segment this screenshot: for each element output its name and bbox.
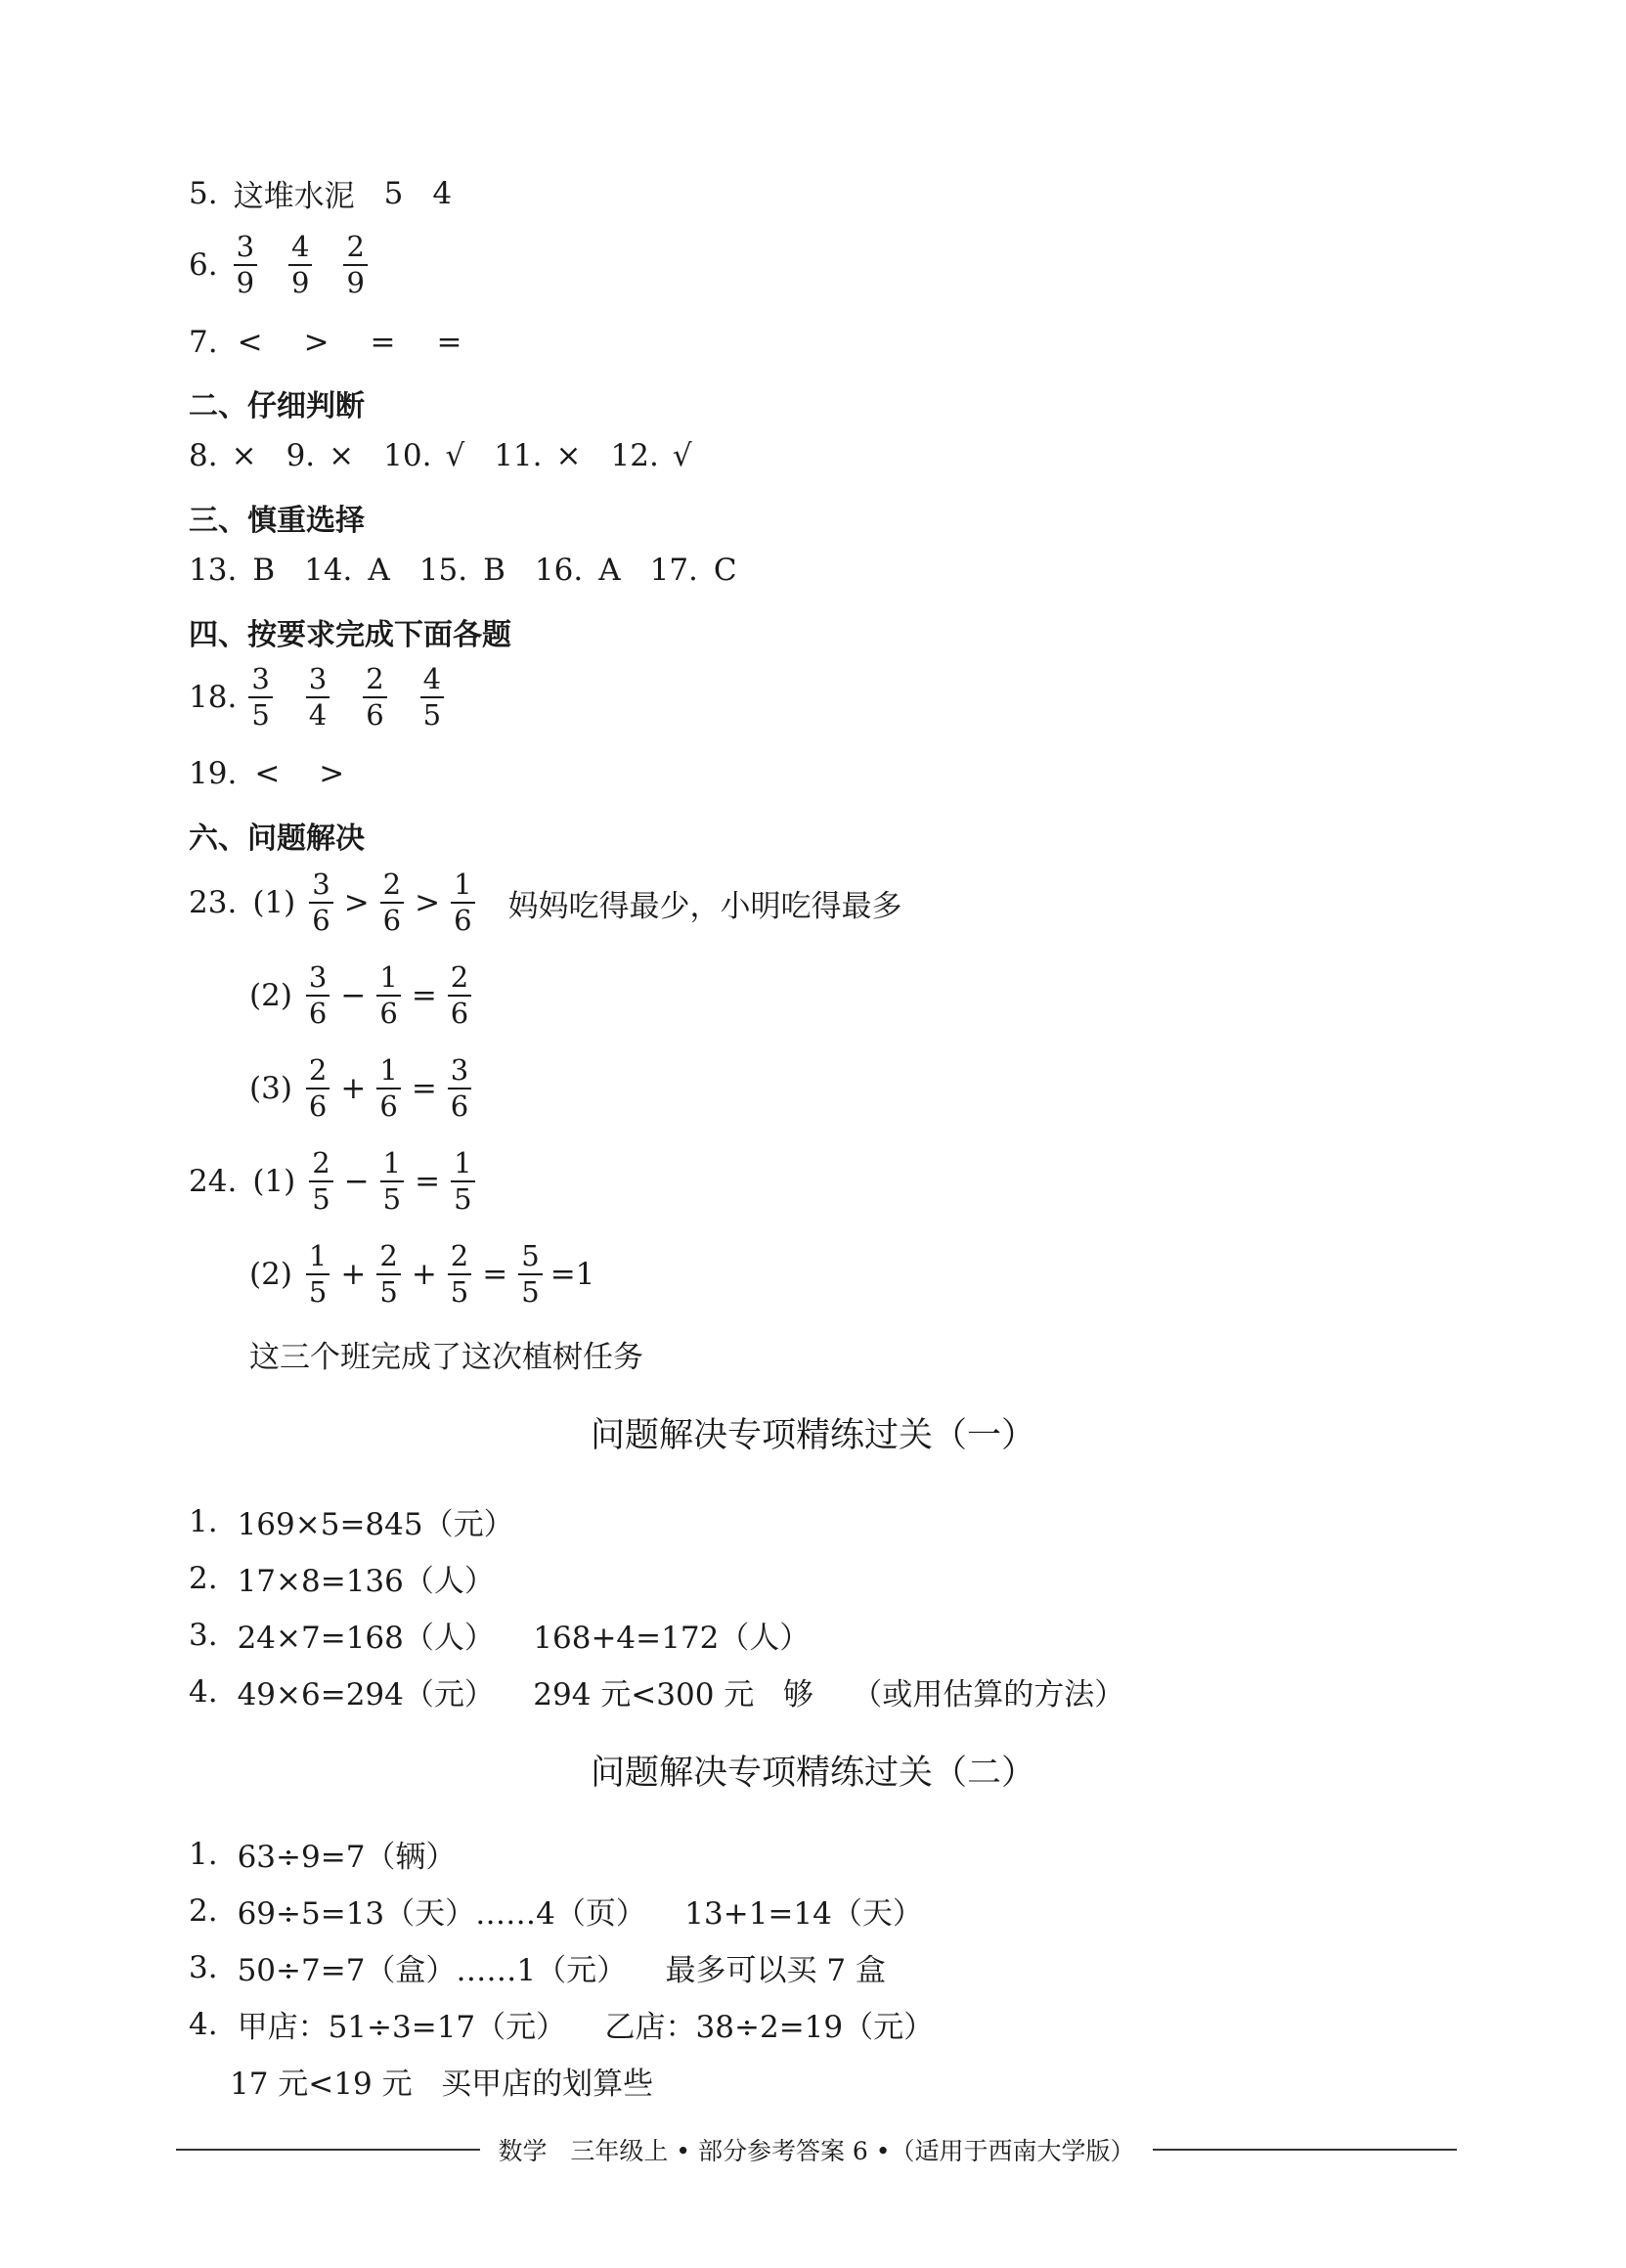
denominator: 6: [376, 1088, 400, 1121]
item-text: 169×5=845（元）: [237, 1507, 514, 1542]
fraction: [451, 867, 474, 937]
item-text: 63÷9=7（辆）: [237, 1840, 457, 1875]
item-number: 2.: [189, 1892, 218, 1929]
q24-conclusion: 这三个班完成了这次植树任务: [249, 1340, 643, 1375]
operator: =: [415, 1164, 441, 1199]
denominator: 6: [448, 995, 471, 1028]
numerator: 3: [308, 960, 328, 994]
item-number: 9.: [286, 438, 316, 473]
numerator: 5: [521, 1239, 540, 1272]
answer-mark: √: [445, 438, 465, 473]
numerator: 2: [308, 1053, 328, 1087]
footer-text: 数学 三年级上 • 部分参考答案 6 •（适用于西南大学版）: [498, 2137, 1135, 2165]
denominator: 6: [376, 995, 400, 1028]
answer-letter: B: [483, 553, 505, 588]
q5-text: 这堆水泥: [233, 179, 355, 214]
fraction: [376, 1239, 400, 1309]
numerator: 4: [422, 662, 442, 695]
answers-choice: [189, 553, 737, 588]
fraction: [448, 960, 471, 1030]
item-number: 4.: [189, 2006, 218, 2042]
numerator: 3: [251, 662, 270, 695]
section1-item: [189, 1556, 495, 1600]
denominator: 6: [306, 995, 330, 1028]
fraction: [420, 662, 444, 732]
fraction: [306, 662, 330, 732]
fraction: [248, 662, 272, 732]
heading-problem-solving: 六、问题解决: [189, 822, 365, 856]
section-title-2: 问题解决专项精练过关（二）: [590, 1754, 1035, 1793]
answer-letter: B: [252, 553, 276, 588]
item-number: 16.: [534, 553, 584, 588]
fraction: [343, 230, 367, 299]
operator: +: [340, 1071, 367, 1106]
denominator: 5: [451, 1180, 474, 1214]
q6-number: 6.: [189, 247, 218, 283]
denominator: 9: [343, 264, 367, 297]
heading-tasks: 四、按要求完成下面各题: [189, 618, 511, 652]
item-number: 3.: [189, 1949, 218, 1985]
answer-letter: A: [598, 553, 621, 588]
q19-symbol: <: [254, 756, 281, 791]
heading-choice: 三、慎重选择: [189, 504, 365, 538]
fraction: [448, 1053, 471, 1123]
denominator: 5: [518, 1273, 542, 1307]
fraction: [518, 1239, 542, 1309]
numerator: 3: [308, 662, 328, 695]
denominator: 9: [234, 264, 257, 297]
part-label: (2): [249, 1257, 292, 1292]
fraction: [363, 662, 386, 732]
numerator: 2: [450, 1239, 469, 1272]
operator: −: [340, 978, 367, 1013]
q18-number: 18.: [189, 680, 238, 715]
numerator: 1: [382, 1146, 402, 1179]
part-label: (1): [252, 1164, 296, 1199]
q5-value-a: 5: [383, 175, 404, 211]
item-number: 15.: [418, 553, 468, 588]
q19-symbol: >: [319, 756, 345, 791]
result: =1: [549, 1257, 595, 1292]
q7-symbol: =: [436, 325, 462, 360]
item-number: 1.: [189, 1836, 218, 1872]
fraction: [309, 1146, 332, 1216]
operator: =: [411, 978, 437, 1013]
operator: =: [482, 1257, 508, 1292]
item-text: 17×8=136（人）: [237, 1564, 495, 1599]
fraction: [306, 1239, 330, 1309]
numerator: 2: [312, 1146, 330, 1179]
section-title-1: 问题解决专项精练过关（一）: [590, 1416, 1035, 1455]
operator: +: [340, 1257, 367, 1292]
answer-q24-part2: [249, 1239, 595, 1309]
denominator: 5: [448, 1273, 471, 1307]
numerator: 3: [236, 230, 255, 263]
part-label: (1): [252, 885, 296, 920]
q7-symbol: >: [303, 325, 330, 360]
answers-judge: [189, 438, 692, 473]
answer-q24-part1: [189, 1146, 483, 1216]
item-number: 3.: [189, 1617, 218, 1653]
item-number: 1.: [189, 1503, 218, 1539]
denominator: 6: [363, 696, 386, 730]
answer-q23-part2: [249, 960, 479, 1030]
q7-number: 7.: [189, 325, 218, 360]
footer-rule-right: [1153, 2149, 1457, 2151]
numerator: 1: [454, 867, 472, 901]
fraction: [376, 960, 400, 1030]
answer-q18: [189, 662, 452, 732]
item-number: 13.: [189, 553, 238, 588]
part-label: (3): [249, 1071, 292, 1106]
denominator: 5: [420, 696, 444, 730]
numerator: 3: [450, 1053, 469, 1087]
section1-item: [189, 1669, 1124, 1713]
denominator: 5: [306, 1273, 330, 1307]
item-number: 17.: [649, 553, 698, 588]
denominator: 6: [380, 902, 404, 935]
numerator: 2: [382, 867, 402, 901]
answer-letter: C: [713, 553, 737, 588]
q5-value-b: 4: [432, 175, 453, 211]
fraction: [380, 1146, 404, 1216]
section2-item: [189, 1889, 923, 1933]
item-text: 49×6=294（元） 294 元<300 元 够 （或用估算的方法）: [237, 1677, 1125, 1712]
denominator: 9: [288, 264, 312, 297]
fraction: [309, 867, 332, 937]
fraction: [306, 1053, 330, 1123]
item-number: 2.: [189, 1560, 218, 1596]
denominator: 5: [376, 1273, 400, 1307]
numerator: 1: [308, 1239, 328, 1272]
denominator: 6: [451, 902, 474, 935]
section1-item: [189, 1499, 514, 1543]
fraction: [288, 230, 312, 299]
numerator: 1: [379, 1053, 398, 1087]
q23-number: 23.: [189, 885, 238, 920]
fraction: [448, 1239, 471, 1309]
answer-mark: ×: [329, 438, 355, 473]
denominator: 6: [448, 1088, 471, 1121]
operator: >: [415, 885, 441, 920]
denominator: 5: [309, 1180, 332, 1214]
answer-mark: ×: [555, 438, 582, 473]
operator: −: [343, 1164, 370, 1199]
denominator: 4: [306, 696, 330, 730]
item-number: 8.: [189, 438, 218, 473]
numerator: 2: [450, 960, 469, 994]
numerator: 3: [312, 867, 330, 901]
q5-number: 5.: [189, 175, 218, 211]
answer-q5: [189, 171, 452, 215]
denominator: 6: [306, 1088, 330, 1121]
q23-conclusion: 妈妈吃得最少，小明吃得最多: [507, 888, 902, 924]
fraction: [234, 230, 257, 299]
heading-judge: 二、仔细判断: [189, 389, 365, 423]
q24-number: 24.: [189, 1164, 238, 1199]
operator: >: [343, 885, 370, 920]
fraction: [451, 1146, 474, 1216]
item-text: 甲店：51÷3=17（元） 乙店：38÷2=19（元）: [237, 2010, 935, 2045]
numerator: 2: [379, 1239, 398, 1272]
item-number: 4.: [189, 1673, 218, 1710]
denominator: 5: [380, 1180, 404, 1214]
answer-q23-part3: [249, 1053, 479, 1123]
page-footer: [176, 2132, 1457, 2167]
fraction: [306, 960, 330, 1030]
answer-q19: [189, 756, 344, 791]
item-number: 10.: [383, 438, 432, 473]
answer-letter: A: [368, 553, 390, 588]
denominator: 6: [309, 902, 332, 935]
section2-item: [189, 1832, 456, 1876]
item-number: 14.: [304, 553, 353, 588]
section2-item: [189, 2002, 934, 2046]
operator: +: [411, 1257, 437, 1292]
numerator: 4: [291, 230, 310, 263]
item-text: 50÷7=7（盒）……1（元） 最多可以买 7 盒: [237, 1953, 886, 1988]
section2-item: [189, 1945, 886, 1989]
fraction: [380, 867, 404, 937]
q19-number: 19.: [189, 756, 238, 791]
q7-symbol: =: [370, 325, 396, 360]
section2-extra: 17 元<19 元 买甲店的划算些: [230, 2067, 654, 2102]
numerator: 1: [454, 1146, 472, 1179]
item-number: 11.: [494, 438, 543, 473]
item-text: 69÷5=13（天）……4（页） 13+1=14（天）: [237, 1896, 923, 1932]
q7-symbol: <: [237, 325, 263, 360]
section1-item: [189, 1613, 810, 1657]
answer-mark: ×: [231, 438, 257, 473]
footer-rule-left: [176, 2149, 480, 2151]
denominator: 5: [248, 696, 272, 730]
operator: =: [411, 1071, 437, 1106]
numerator: 2: [346, 230, 365, 263]
answer-q23-part1: [189, 867, 902, 937]
answer-q6: [189, 230, 375, 299]
item-text: 24×7=168（人） 168+4=172（人）: [237, 1621, 811, 1656]
answer-q7: [189, 325, 462, 360]
numerator: 2: [366, 662, 384, 695]
part-label: (2): [249, 978, 292, 1013]
item-number: 12.: [610, 438, 659, 473]
fraction: [376, 1053, 400, 1123]
numerator: 1: [379, 960, 398, 994]
answer-mark: √: [672, 438, 692, 473]
